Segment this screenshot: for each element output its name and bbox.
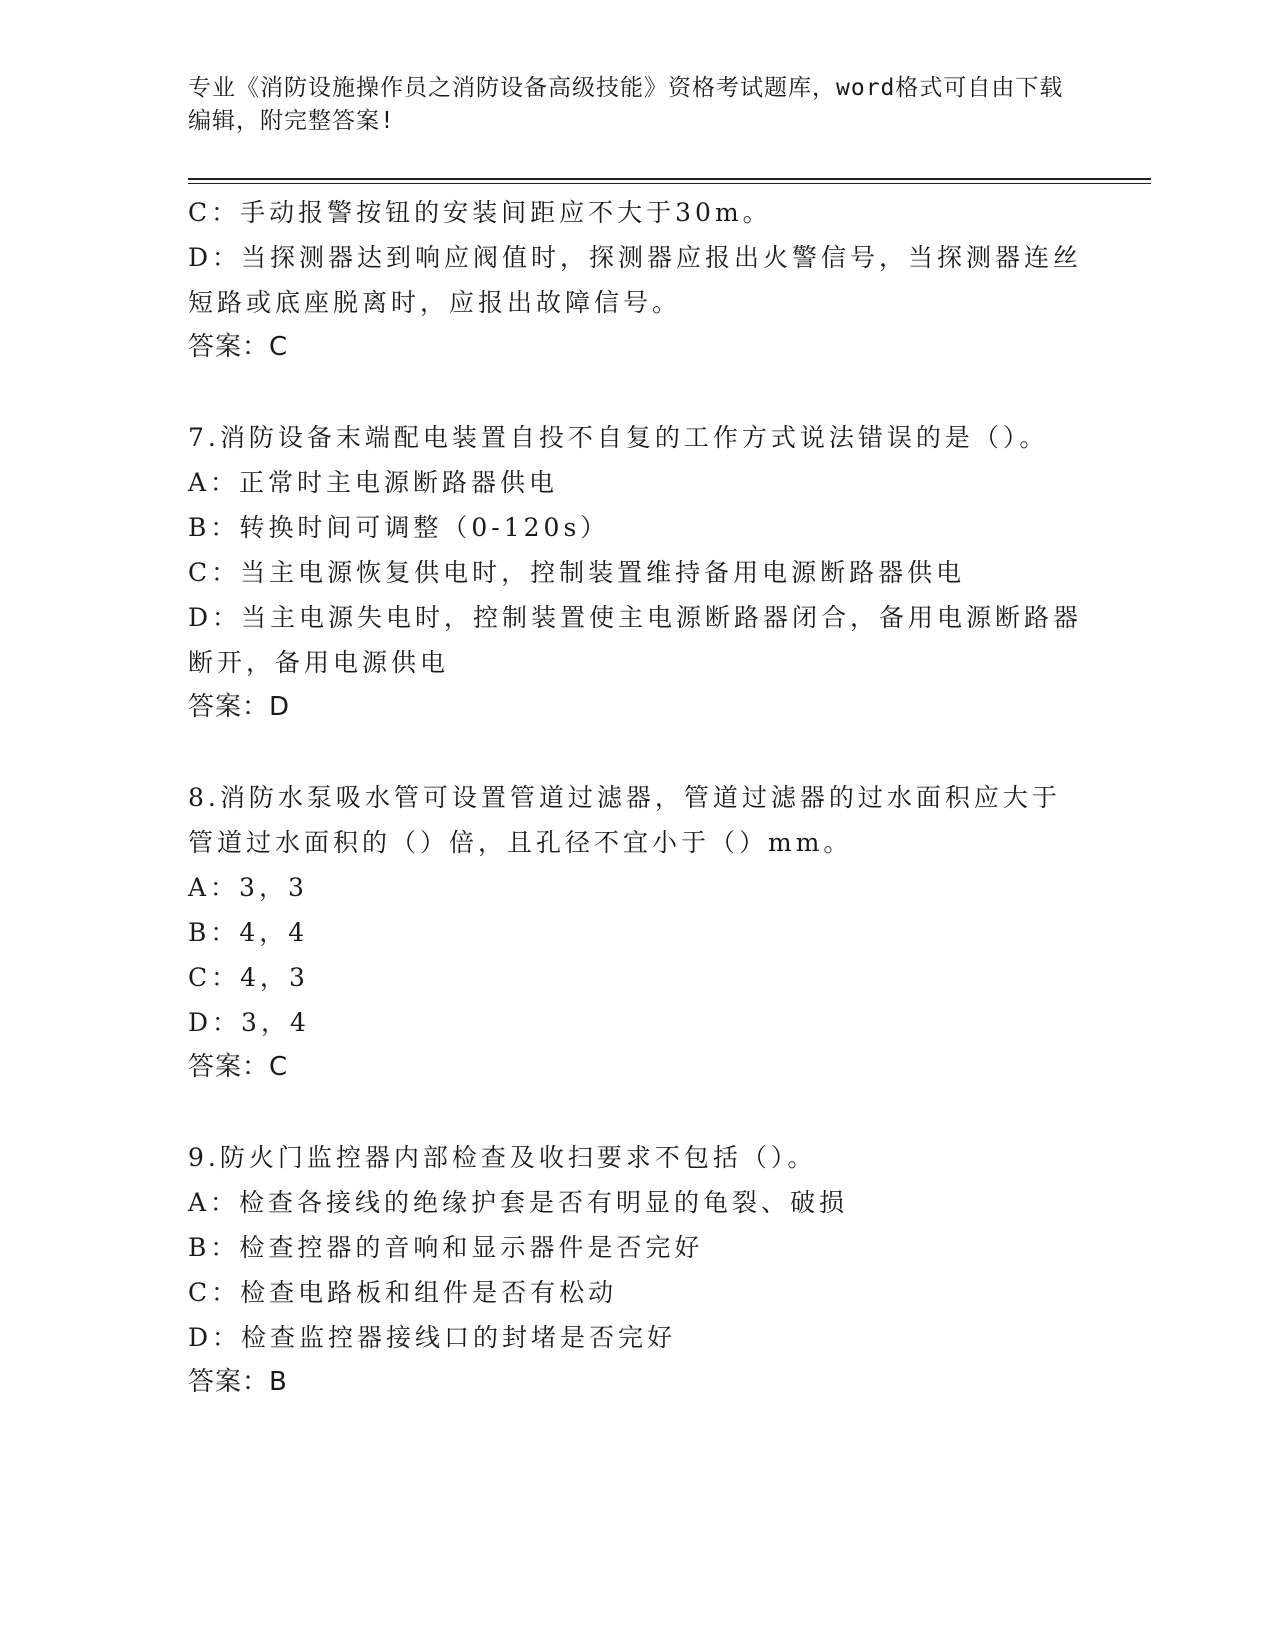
- answer-line: 答案：D: [188, 692, 291, 722]
- option-d: D：当主电源失电时，控制装置使主电源断路器闭合，备用电源断路器断开，备用电源供电: [188, 603, 1083, 677]
- question-9: [188, 1135, 1088, 1405]
- answer-line: 答案：C: [188, 332, 289, 362]
- question-stem: 8.消防水泵吸水管可设置管道过滤器，管道过滤器的过水面积应大于管道过水面积的（）倍，且孔径不宜小于（）mm。: [188, 783, 1061, 857]
- question-spacer: [188, 730, 1088, 775]
- question-content: [188, 190, 1088, 1405]
- option-c: C：手动报警按钮的安装间距应不大于30m。: [188, 198, 772, 227]
- option-a: A：正常时主电源断路器供电: [188, 468, 559, 497]
- option-d: D：3，4: [188, 1008, 310, 1037]
- option-d: D：当探测器达到响应阀值时，探测器应报出火警信号，当探测器连丝短路或底座脱离时，应报出故障信号。: [188, 243, 1083, 317]
- question-spacer: [188, 370, 1088, 415]
- option-a: A：3，3: [188, 873, 308, 902]
- question-stem: 9.防火门监控器内部检查及收扫要求不包括（）。: [188, 1143, 817, 1172]
- option-c: C：4，3: [188, 963, 309, 992]
- header-divider-thick: [188, 178, 1151, 180]
- answer-line: 答案：C: [188, 1052, 289, 1082]
- question-7: [188, 415, 1088, 730]
- option-b: B：4，4: [188, 918, 309, 947]
- option-c: C：检查电路板和组件是否有松动: [188, 1278, 618, 1307]
- question-stem: 7.消防设备末端配电装置自投不自复的工作方式说法错误的是（）。: [188, 423, 1049, 452]
- option-a: A：检查各接线的绝缘护套是否有明显的龟裂、破损: [188, 1188, 849, 1217]
- option-c: C：当主电源恢复供电时，控制装置维持备用电源断路器供电: [188, 558, 966, 587]
- option-b: B：检查控器的音响和显示器件是否完好: [188, 1233, 704, 1262]
- document-header: 专业《消防设施操作员之消防设备高级技能》资格考试题库，word格式可自由下载编辑，附完整答案!: [188, 75, 1064, 134]
- option-d: D：检查监控器接线口的封堵是否完好: [188, 1323, 677, 1352]
- option-b: B：转换时间可调整（0-120s）: [188, 513, 610, 542]
- question-spacer: [188, 1090, 1088, 1135]
- continued-question: [188, 190, 1088, 370]
- answer-line: 答案：B: [188, 1367, 288, 1397]
- header-divider-thin: [188, 183, 1151, 184]
- question-8: [188, 775, 1088, 1090]
